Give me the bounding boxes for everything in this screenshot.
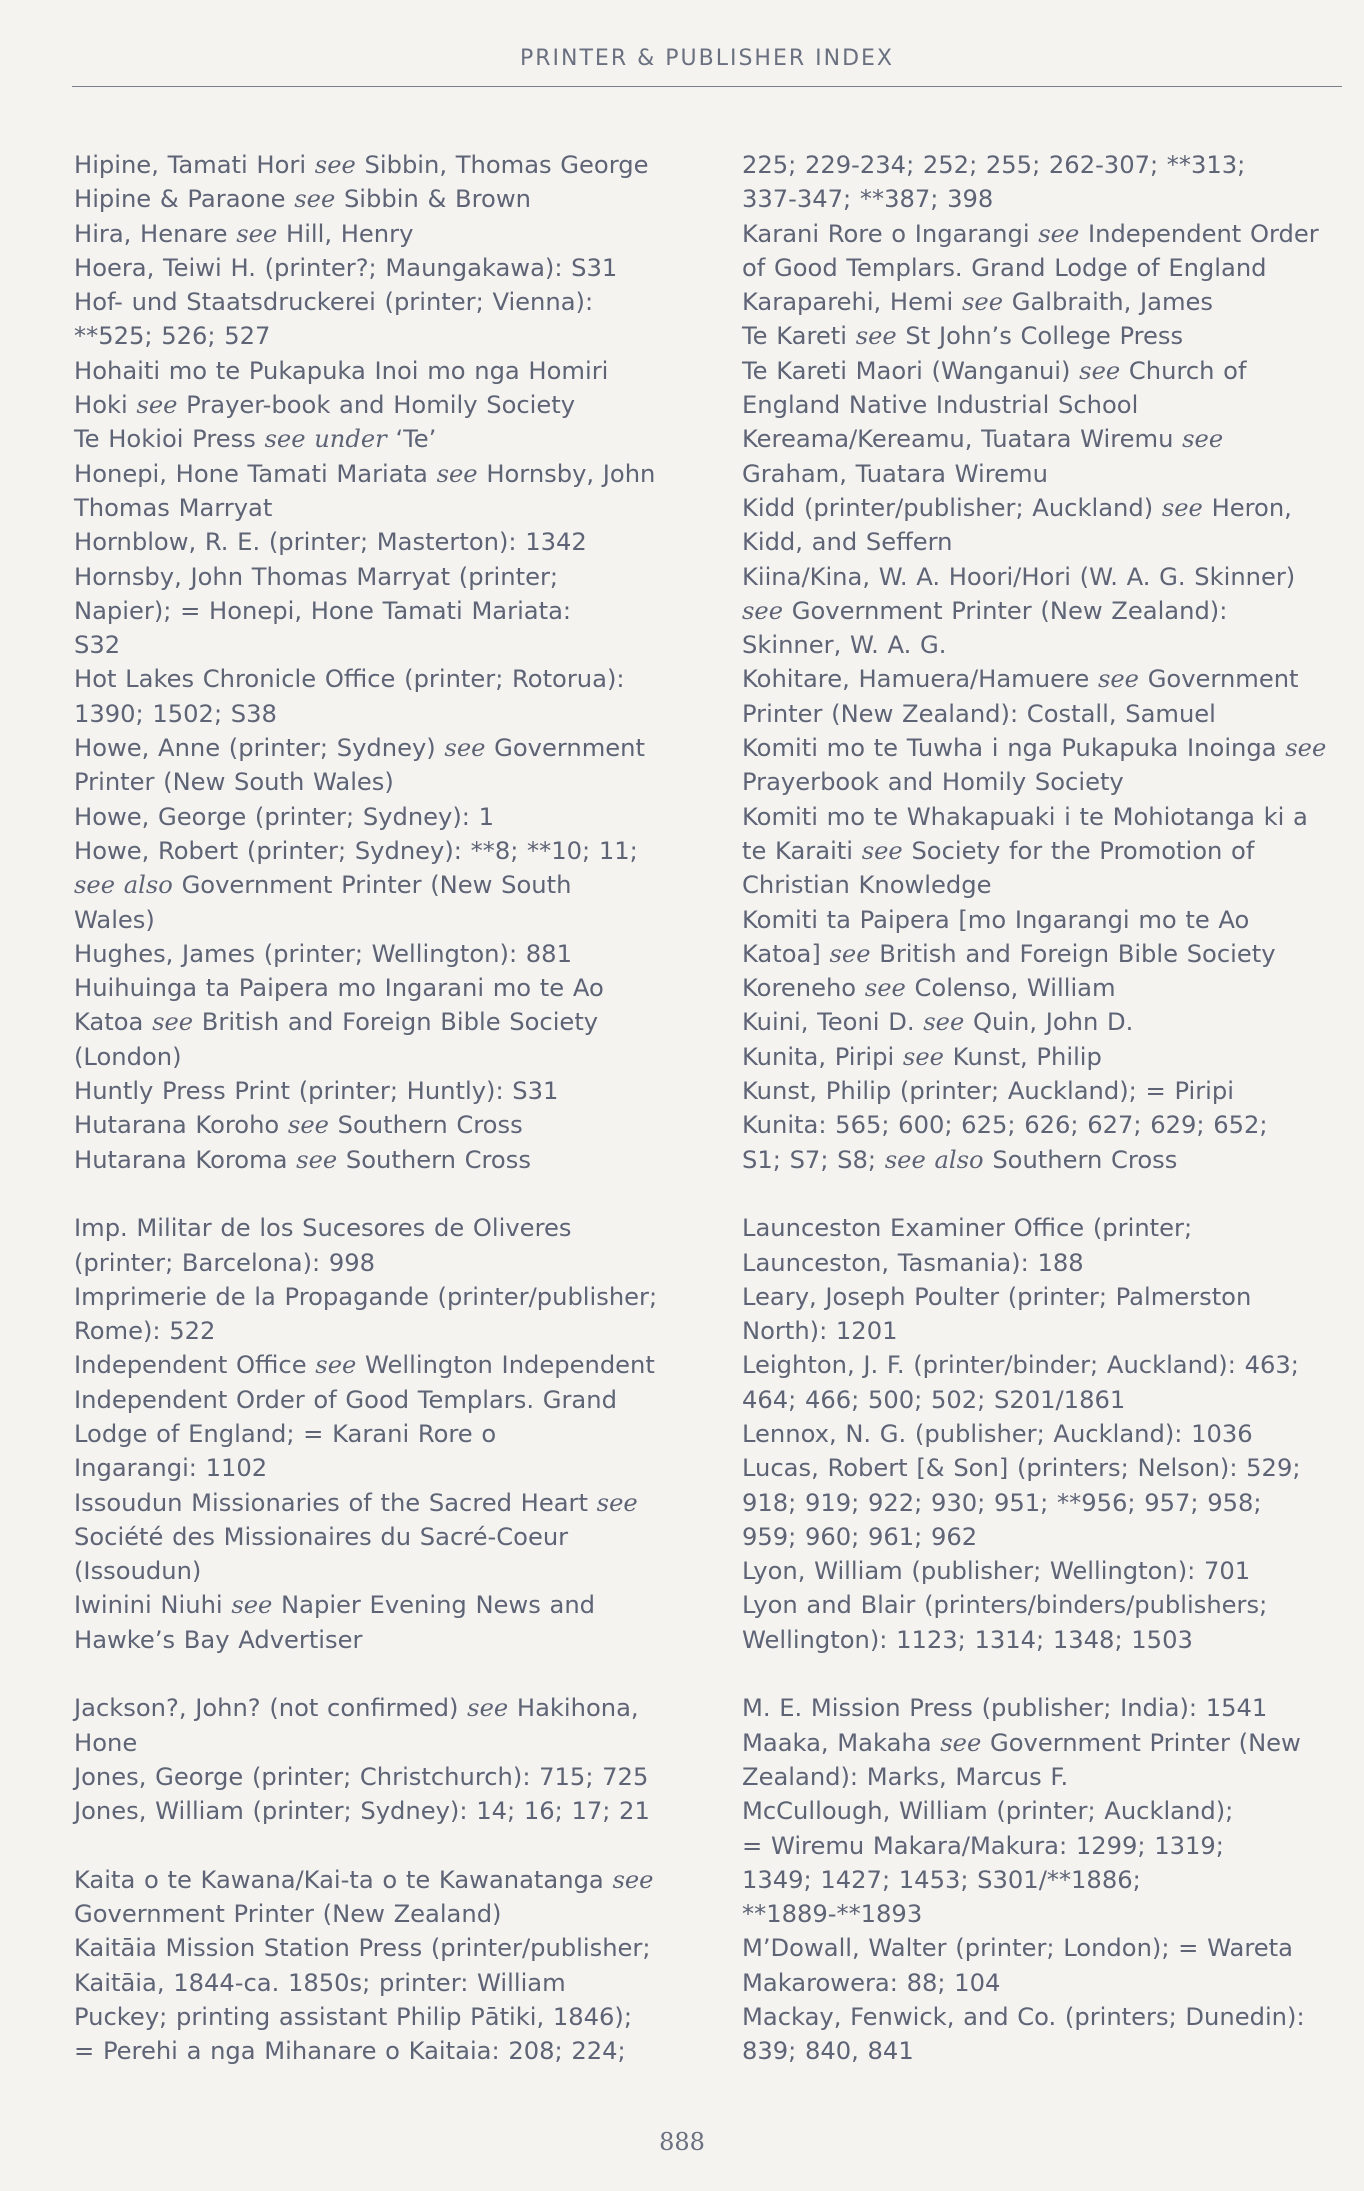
cross-reference: see [1161, 493, 1203, 522]
cross-reference: see [1079, 356, 1121, 385]
cross-reference: see also [884, 1145, 984, 1174]
index-entry: Iwinini Niuhi see Napier Evening News and Hawke’s Bay Advertiser [74, 1591, 596, 1654]
index-column-left [74, 148, 674, 2069]
cross-reference: see [864, 974, 906, 1003]
index-entry: Independent Office see Wellington Independent [74, 1351, 655, 1380]
index-entry: Hughes, James (printer; Wellington): 881 [74, 939, 572, 968]
index-entry: Hornsby, John Thomas Marryat (printer; Napier); = Honepi, Hone Tamati Mariata: S32 [74, 562, 572, 660]
index-entry: Kaitāia Mission Station Press (printer/publisher; Kaitāia, 1844-ca. 1850s; printer: William Puckey; printing assistant Philip Pātiki, 1846); = Perehi a nga Mihanare o Kaitaia: 208; 224; [74, 1934, 651, 2066]
index-entry: Hoera, Teiwi H. (printer?; Maungakawa): S31 [74, 253, 618, 282]
index-entry: Lyon and Blair (printers/binders/publishers; Wellington): 1123; 1314; 1348; 1503 [742, 1591, 1268, 1654]
cross-reference: see [596, 1488, 638, 1517]
section-gap [74, 1177, 674, 1211]
cross-reference: see [315, 1351, 357, 1380]
index-entry: Kuini, Teoni D. see Quin, John D. [742, 1008, 1134, 1037]
page-number: 888 [659, 2128, 705, 2156]
index-entry: Komiti ta Paipera [mo Ingarangi mo te Ao Katoa] see British and Foreign Bible Society [742, 905, 1276, 968]
index-entry: Kaita o te Kawana/Kai-ta o te Kawanatanga see Government Printer (New Zealand) [74, 1865, 654, 1929]
index-entry: Leary, Joseph Poulter (printer; Palmerston North): 1201 [742, 1282, 1252, 1346]
cross-reference: see [612, 1865, 654, 1894]
cross-reference: see [296, 1145, 338, 1174]
index-entry: Hipine, Tamati Hori see Sibbin, Thomas George [74, 151, 649, 179]
running-header: PRINTER & PUBLISHER INDEX [519, 46, 895, 71]
section-gap [74, 1829, 674, 1863]
index-entry: Hutarana Koroho see Southern Cross [74, 1111, 523, 1140]
index-entry: Kohitare, Hamuera/Hamuere see Government Printer (New Zealand): Costall, Samuel [742, 665, 1299, 728]
index-entry: Huntly Press Print (printer; Huntly): S31 [74, 1077, 559, 1106]
cross-reference: see [231, 1591, 273, 1620]
index-entry: Kunst, Philip (printer; Auckland); = Piripi Kunita: 565; 600; 625; 626; 627; 629; 652; S1; S7; S8; see also Southern Cross [742, 1077, 1268, 1174]
cross-reference: see [444, 734, 486, 763]
index-entry: Kunita, Piripi see Kunst, Philip [742, 1042, 1102, 1071]
cross-reference: see [961, 288, 1004, 317]
cross-reference: see [294, 185, 336, 214]
index-entry: Karaparehi, Hemi see Galbraith, James [742, 288, 1214, 317]
cross-reference: see [1097, 665, 1139, 694]
index-entry: Jones, George (printer; Christchurch): 715; 725 [74, 1762, 649, 1791]
index-entry: Te Kareti see St John’s College Press [742, 322, 1184, 351]
cross-reference: see [923, 1008, 965, 1037]
index-column-right [742, 148, 1342, 2069]
index-entry: Komiti mo te Whakapuaki i te Mohiotanga ki a te Karaiti see Society for the Promotion of Christian Knowledge [742, 802, 1308, 900]
index-entry: Komiti mo te Tuwha i nga Pukapuka Inoinga see Prayerbook and Homily Society [742, 734, 1327, 797]
index-entry: McCullough, William (printer; Auckland); = Wiremu Makara/Makura: 1299; 1319; 1349; 1427; 1453; S301/**1886; **1889-**1893 [742, 1797, 1234, 1929]
cross-reference: see [855, 322, 897, 351]
index-entry: Hornblow, R. E. (printer; Masterton): 1342 [74, 528, 587, 557]
section-gap [742, 1177, 1342, 1211]
cross-reference: see [287, 1111, 329, 1140]
cross-reference: see under [264, 425, 387, 454]
index-entry: Kereama/Kereamu, Tuatara Wiremu see Graham, Tuatara Wiremu [742, 425, 1224, 488]
index-entry: Honepi, Hone Tamati Mariata see Hornsby, John Thomas Marryat [74, 459, 656, 522]
cross-reference: see [861, 836, 903, 865]
index-entry: Imprimerie de la Propagande (printer/publisher; Rome): 522 [74, 1282, 658, 1346]
index-entry: Leighton, J. F. (printer/binder; Auckland): 463; 464; 466; 500; 502; S201/1861 [742, 1351, 1299, 1414]
index-entry: Kidd (printer/publisher; Auckland) see Heron, Kidd, and Seffern [742, 493, 1292, 557]
cross-reference: see [152, 1008, 194, 1037]
section-gap [74, 1657, 674, 1691]
index-entry: Lyon, William (publisher; Wellington): 701 [742, 1557, 1251, 1586]
index-entry: Hohaiti mo te Pukapuka Inoi mo nga Homiri Hoki see Prayer-book and Homily Society [74, 356, 609, 420]
cross-reference: see [829, 939, 871, 968]
header-rule [72, 86, 1342, 87]
index-entry: Karani Rore o Ingarangi see Independent Order of Good Templars. Grand Lodge of England [742, 219, 1319, 282]
cross-reference: see [742, 596, 784, 625]
index-entry: Huihuinga ta Paipera mo Ingarani mo te Ao Katoa see British and Foreign Bible Society (London) [74, 974, 604, 1071]
index-entry: Lennox, N. G. (publisher; Auckland): 1036 [742, 1419, 1253, 1448]
index-entry: Koreneho see Colenso, William [742, 974, 1116, 1003]
index-entry: Hira, Henare see Hill, Henry [74, 219, 414, 248]
index-entry: Hipine & Paraone see Sibbin & Brown [74, 185, 531, 214]
cross-reference: see [1038, 219, 1080, 248]
index-entry: Issoudun Missionaries of the Sacred Heart see Société des Missionaires du Sacré-Coeur (Issoudun) [74, 1488, 638, 1586]
section-gap [742, 1657, 1342, 1691]
index-entry: Lucas, Robert [& Son] (printers; Nelson): 529; 918; 919; 922; 930; 951; **956; 957; 958; 959; 960; 961; 962 [742, 1454, 1301, 1551]
index-entry: Jackson?, John? (not confirmed) see Hakihona, Hone [74, 1694, 639, 1757]
index-entry: Mackay, Fenwick, and Co. (printers; Dunedin): 839; 840, 841 [742, 2003, 1305, 2066]
cross-reference: see [940, 1728, 982, 1757]
index-entry: 225; 229-234; 252; 255; 262-307; **313; 337-347; **387; 398 [742, 151, 1246, 214]
index-entry: M’Dowall, Walter (printer; London); = Wareta Makarowera: 88; 104 [742, 1934, 1293, 1997]
cross-reference: see [1182, 425, 1224, 454]
cross-reference: see [467, 1694, 509, 1723]
index-entry: Independent Order of Good Templars. Grand Lodge of England; = Karani Rore o Ingarangi: 1102 [74, 1385, 617, 1483]
index-entry: Howe, Robert (printer; Sydney): **8; **10; 11; see also Government Printer (New South Wales) [74, 836, 638, 934]
cross-reference: see [902, 1042, 944, 1071]
cross-reference: see [436, 459, 478, 488]
index-entry: Kiina/Kina, W. A. Hoori/Hori (W. A. G. Skinner) see Government Printer (New Zealand): Skinner, W. A. G. [742, 562, 1296, 660]
index-entry: Launceston Examiner Office (printer; Launceston, Tasmania): 188 [742, 1214, 1193, 1277]
cross-reference: see also [74, 871, 173, 900]
index-entry: Te Hokioi Press see under ‘Te’ [74, 425, 437, 454]
index-entry: Hot Lakes Chronicle Office (printer; Rotorua): 1390; 1502; S38 [74, 665, 625, 728]
index-entry: Maaka, Makaha see Government Printer (New Zealand): Marks, Marcus F. [742, 1728, 1301, 1791]
cross-reference: see [1285, 734, 1327, 763]
index-entry: Jones, William (printer; Sydney): 14; 16; 17; 21 [74, 1797, 650, 1826]
cross-reference: see [314, 151, 356, 179]
index-entry: Hof- und Staatsdruckerei (printer; Vienna): **525; 526; 527 [74, 288, 594, 351]
index-entry: Howe, George (printer; Sydney): 1 [74, 802, 495, 831]
index-entry: Hutarana Koroma see Southern Cross [74, 1145, 531, 1174]
index-entry: Howe, Anne (printer; Sydney) see Government Printer (New South Wales) [74, 734, 645, 797]
cross-reference: see [136, 391, 178, 420]
index-entry: M. E. Mission Press (publisher; India): 1541 [742, 1694, 1268, 1723]
index-entry: Te Kareti Maori (Wanganui) see Church of England Native Industrial School [742, 356, 1247, 420]
cross-reference: see [236, 219, 278, 248]
index-entry: Imp. Militar de los Sucesores de Oliveres (printer; Barcelona): 998 [74, 1214, 572, 1277]
